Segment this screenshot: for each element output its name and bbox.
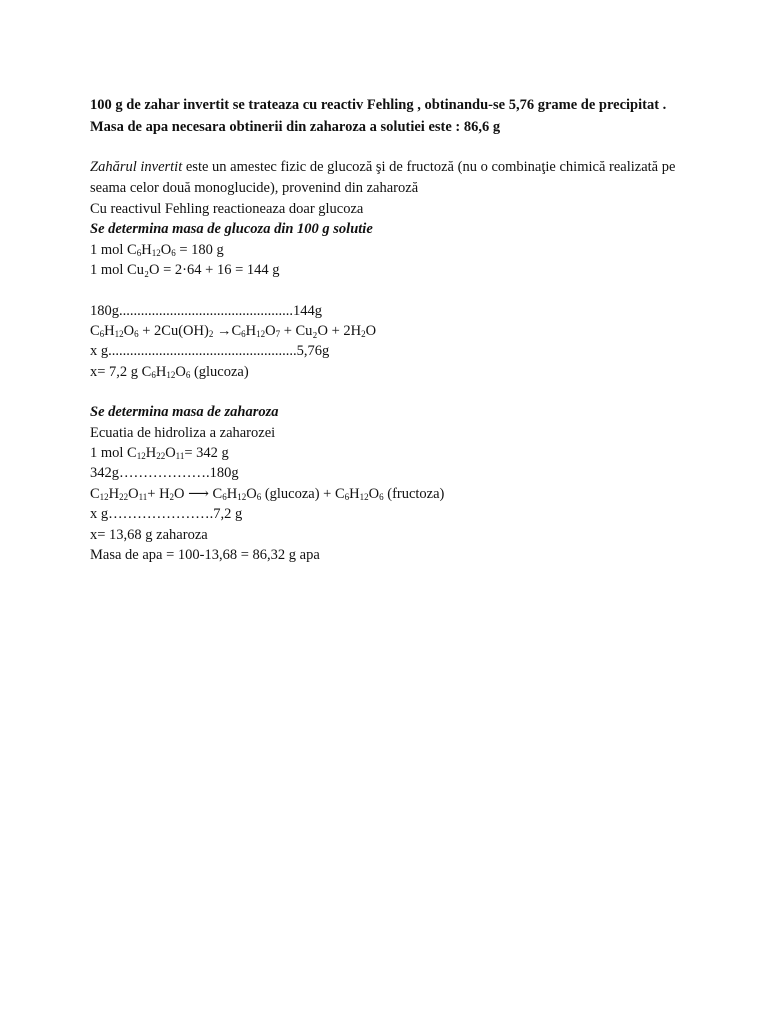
- invert-sugar-definition: este un amestec fizic de glucoză şi de fructoză (nu o combinaţie chimică realizată pe seama celor două monoglucide), provenind din zaharoză: [90, 159, 676, 196]
- spacer: [90, 138, 690, 157]
- water-mass-result: Masa de apa = 100-13,68 = 86,32 g apa: [90, 547, 320, 564]
- fehling-note: Cu reactivul Fehling reactioneaza doar glucoza: [90, 201, 364, 217]
- spacer: [90, 382, 690, 402]
- ratio-bottom-1: x g....................................................5,76g: [90, 343, 330, 360]
- fehling-reaction-equation: $C_6H_{12}O_6 + 2Cu(OH)_2 \to C_6H_{12}O_7 + Cu_2O + 2H_2O$: [90, 323, 377, 340]
- ratio-top-2: 342g……………….180g: [90, 465, 239, 482]
- section1-heading: Se determina masa de glucoza din 100 g solutie: [90, 221, 373, 238]
- sucrose-result: x= 13,68 g zaharoza: [90, 526, 208, 543]
- ratio-bottom-2: x g………………….7,2 g: [90, 506, 243, 523]
- hydrolysis-equation: $C_{12}H_{22}O_{11}+ H_2O$ ⟶ $C_6H_{12}O_6$ (glucoza) + $C_6H_{12}O_6$ (fructoza): [90, 485, 445, 503]
- ratio-top-1: 180g................................................144g: [90, 302, 322, 319]
- invert-sugar-term: Zahărul invertit: [90, 159, 183, 175]
- problem-statement: 100 g de zahar invertit se trateaza cu reactiv Fehling , obtinandu-se 5,76 grame de precipitat . Masa de apa necesara obtinerii din zaharoza a solutiei este : 86,6 g: [90, 97, 667, 135]
- intro-paragraph: [90, 157, 690, 199]
- glucose-molar-mass: 1 mol $C_6H_{12}O_6 = 180$ g: [90, 241, 224, 259]
- hydrolysis-title: Ecuatia de hidroliza a zaharozei: [90, 424, 276, 441]
- cu2o-molar-mass: 1 mol Cu₂O = 2·64 + 16 = 144 g: [90, 262, 280, 279]
- spacer: [90, 281, 690, 301]
- section2-heading: Se determina masa de zaharoza: [90, 404, 279, 421]
- glucose-result: x= 7,2 g $C_6H_{12}O_6$ (glucoza): [90, 363, 249, 381]
- document-content: [90, 94, 690, 566]
- sucrose-molar-mass: 1 mol $C_{12}H_{22}O_{11}= 342$ g: [90, 445, 229, 462]
